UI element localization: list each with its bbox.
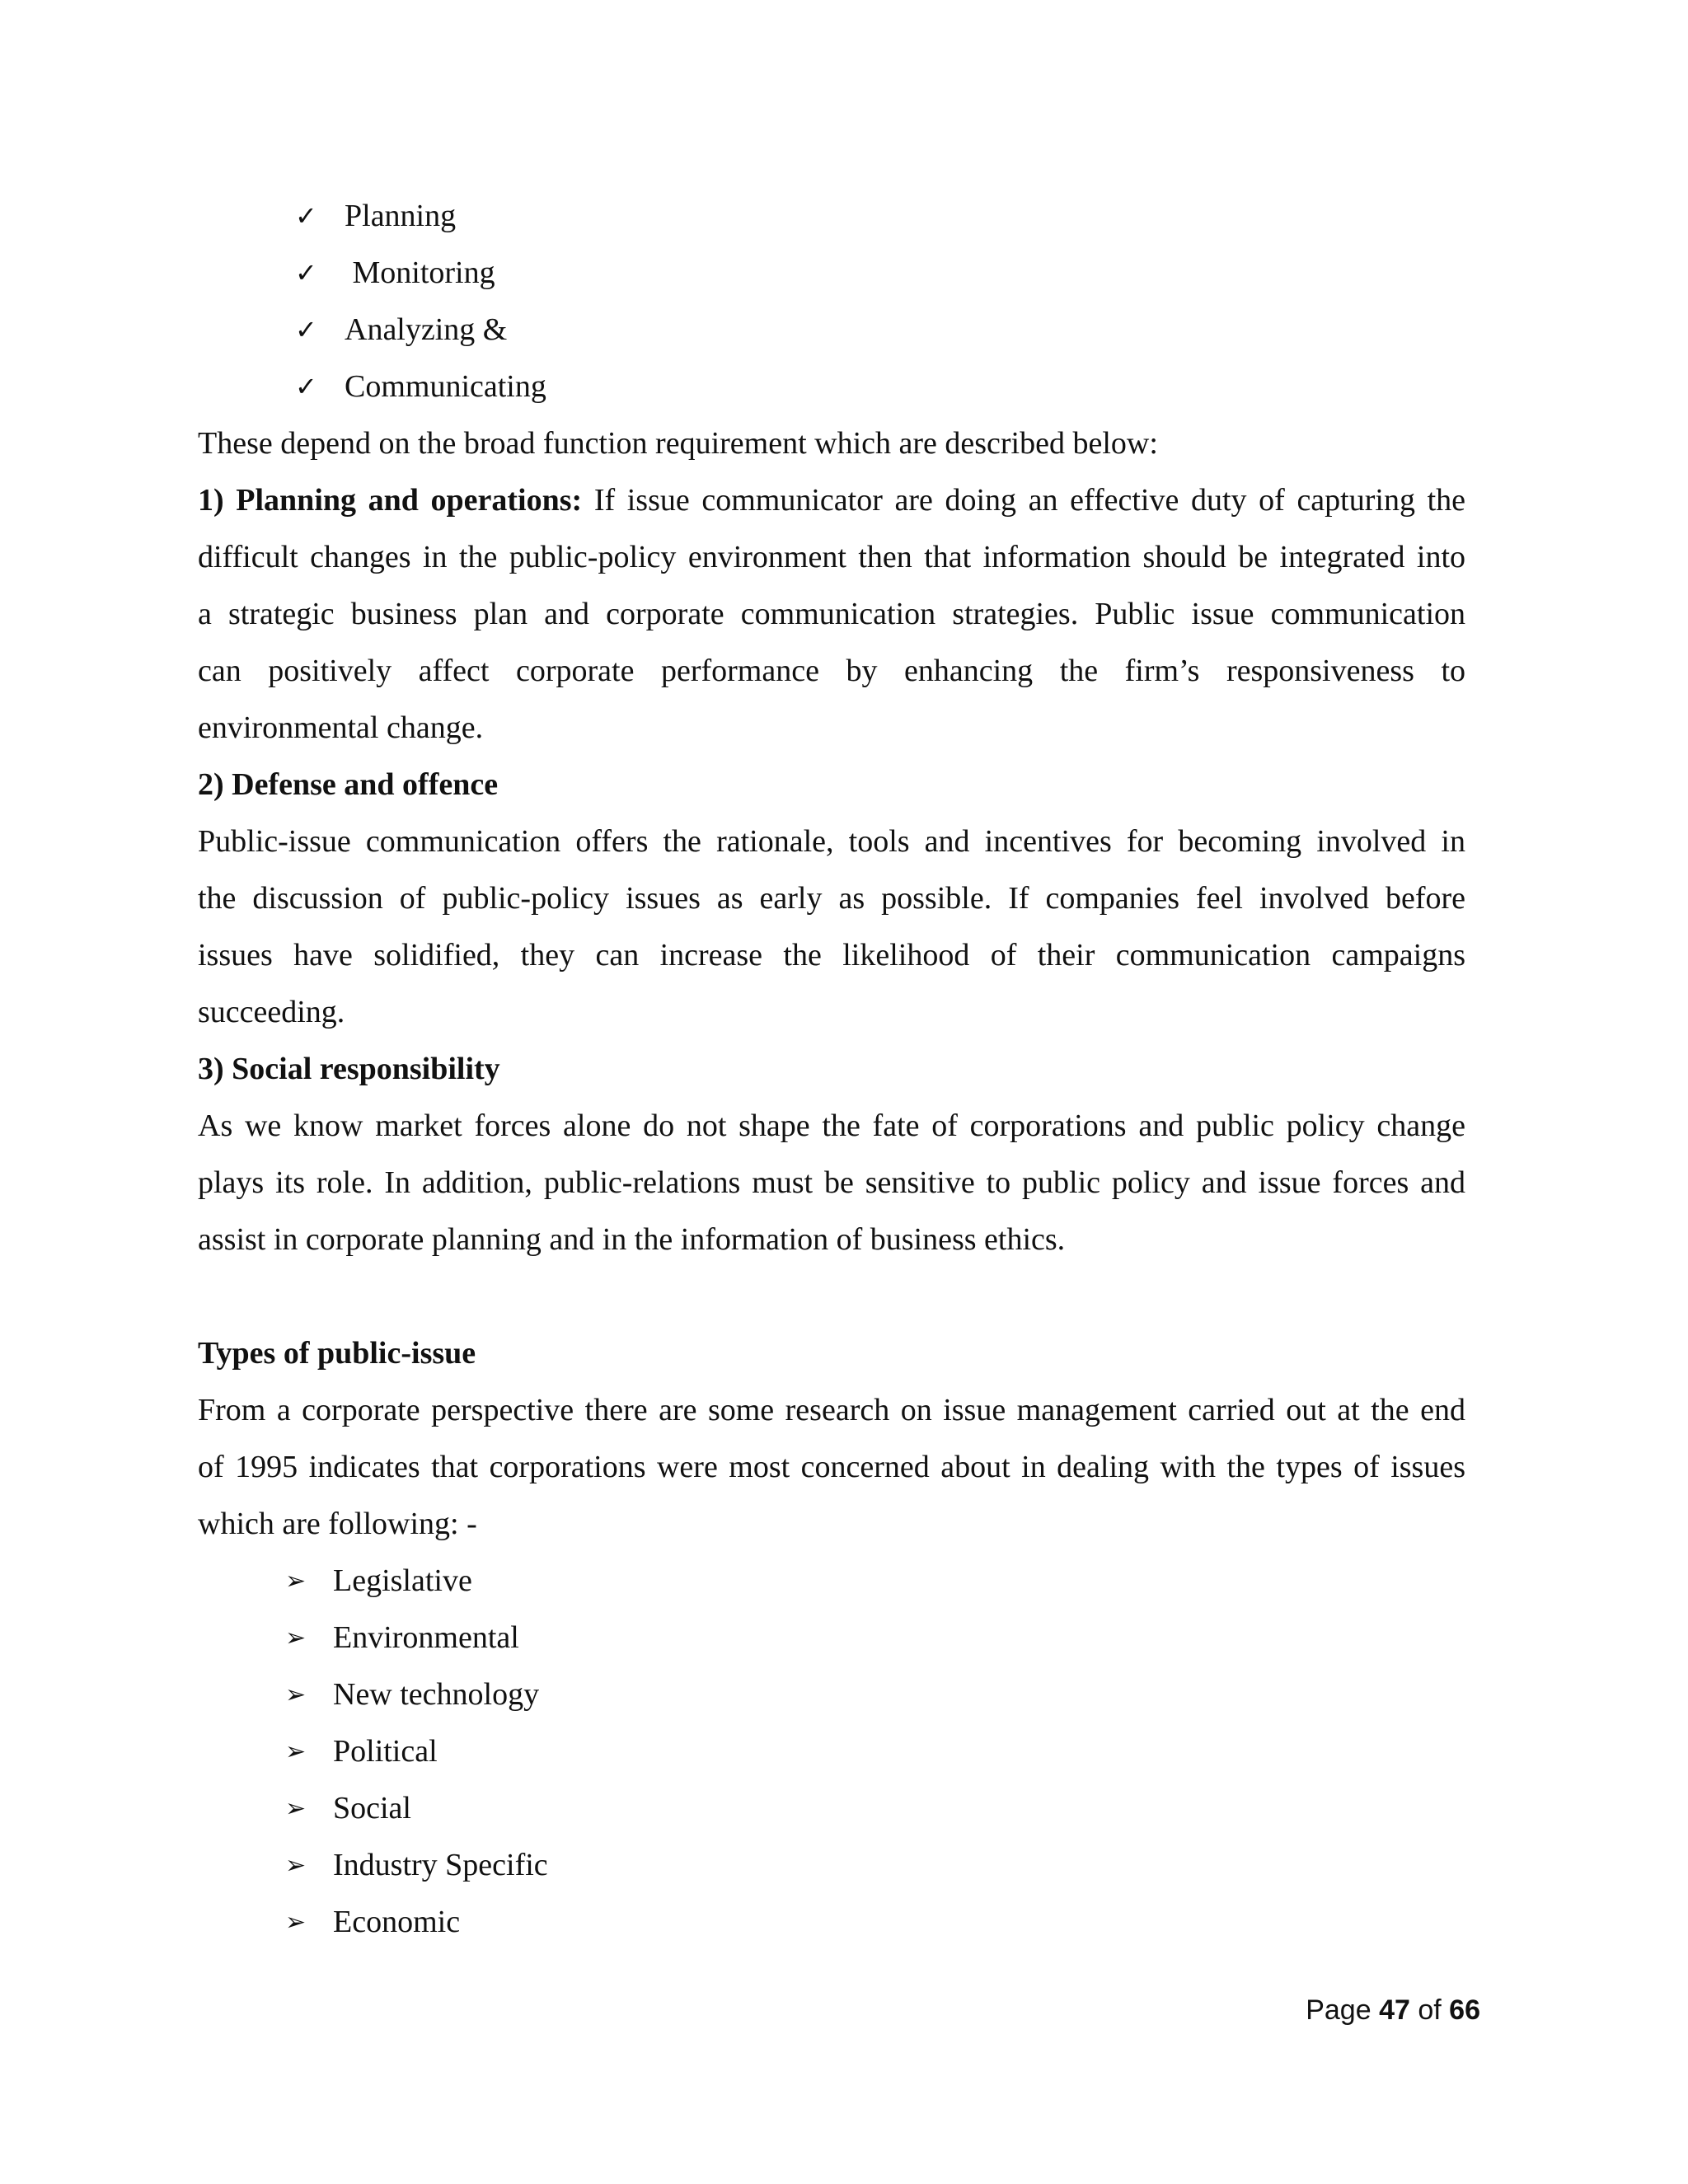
list-item: ➢ New technology	[198, 1666, 1465, 1723]
checkmark-icon: ✓	[295, 371, 317, 402]
section-2-heading: 2) Defense and offence	[198, 767, 499, 802]
paragraph-line: Public-issue communication offers the rationale, tools and incentives for becoming involved in	[198, 824, 1465, 859]
list-item: ➢ Political	[198, 1723, 1465, 1780]
paragraph-line: which are following: -	[198, 1507, 477, 1541]
page-content	[198, 188, 1465, 1951]
list-item: ✓ Monitoring	[198, 245, 1465, 302]
section-3-heading: 3) Social responsibility	[198, 1052, 500, 1086]
types-heading: Types of public-issue	[198, 1336, 476, 1371]
paragraph-line: a strategic business plan and corporate communication strategies. Public issue communication	[198, 597, 1465, 631]
checkmark-icon: ✓	[295, 200, 317, 232]
paragraph-line: environmental change.	[198, 710, 484, 745]
page-number: Page 47 of 66	[1306, 1994, 1480, 2026]
checkmark-list	[198, 188, 1465, 415]
arrow-bullet-icon: ➢	[285, 1908, 307, 1937]
list-item: ✓ Analyzing &	[198, 302, 1465, 359]
section-1-heading: 1) Planning and operations:	[198, 483, 583, 518]
paragraph-line: succeeding.	[198, 995, 345, 1029]
arrow-bullet-icon: ➢	[285, 1737, 307, 1766]
list-item: ➢ Legislative	[198, 1553, 1465, 1610]
paragraph-line: can positively affect corporate performance by enhancing the firm’s responsiveness to	[198, 654, 1465, 688]
arrow-bullet-icon: ➢	[285, 1624, 307, 1652]
paragraph-line: of 1995 indicates that corporations were most concerned about in dealing with the types of issues	[198, 1450, 1465, 1484]
list-item: ➢ Social	[198, 1780, 1465, 1837]
list-item: ➢ Environmental	[198, 1610, 1465, 1666]
paragraph-line: issues have solidified, they can increase the likelihood of their communication campaigns	[198, 938, 1465, 972]
list-item: ➢ Economic	[198, 1894, 1465, 1951]
blank-line	[198, 1268, 1465, 1325]
intro-text: These depend on the broad function requirement which are described below:	[198, 426, 1158, 461]
paragraph-line: difficult changes in the public-policy environment then that information should be integrated into	[198, 540, 1465, 574]
paragraph-line: assist in corporate planning and in the information of business ethics.	[198, 1222, 1066, 1257]
arrow-bullet-icon: ➢	[285, 1680, 307, 1709]
checkmark-icon: ✓	[295, 257, 317, 288]
section-1-first-line: 1) Planning and operations: If issue communicator are doing an effective duty of capturing the	[198, 483, 1465, 518]
arrow-bullet-icon: ➢	[285, 1567, 307, 1596]
checkmark-icon: ✓	[295, 314, 317, 345]
paragraph-line: plays its role. In addition, public-relations must be sensitive to public policy and issue forces and	[198, 1165, 1465, 1200]
arrow-bullet-icon: ➢	[285, 1794, 307, 1823]
list-item: ➢ Industry Specific	[198, 1837, 1465, 1894]
arrow-bullet-icon: ➢	[285, 1851, 307, 1880]
list-item: ✓ Planning	[198, 188, 1465, 245]
paragraph-line: As we know market forces alone do not shape the fate of corporations and public policy change	[198, 1108, 1465, 1143]
paragraph-line: From a corporate perspective there are some research on issue management carried out at the end	[198, 1393, 1465, 1427]
paragraph-line: the discussion of public-policy issues as early as possible. If companies feel involved before	[198, 881, 1465, 916]
issue-types-list	[198, 1553, 1465, 1951]
list-item: ✓ Communicating	[198, 359, 1465, 415]
